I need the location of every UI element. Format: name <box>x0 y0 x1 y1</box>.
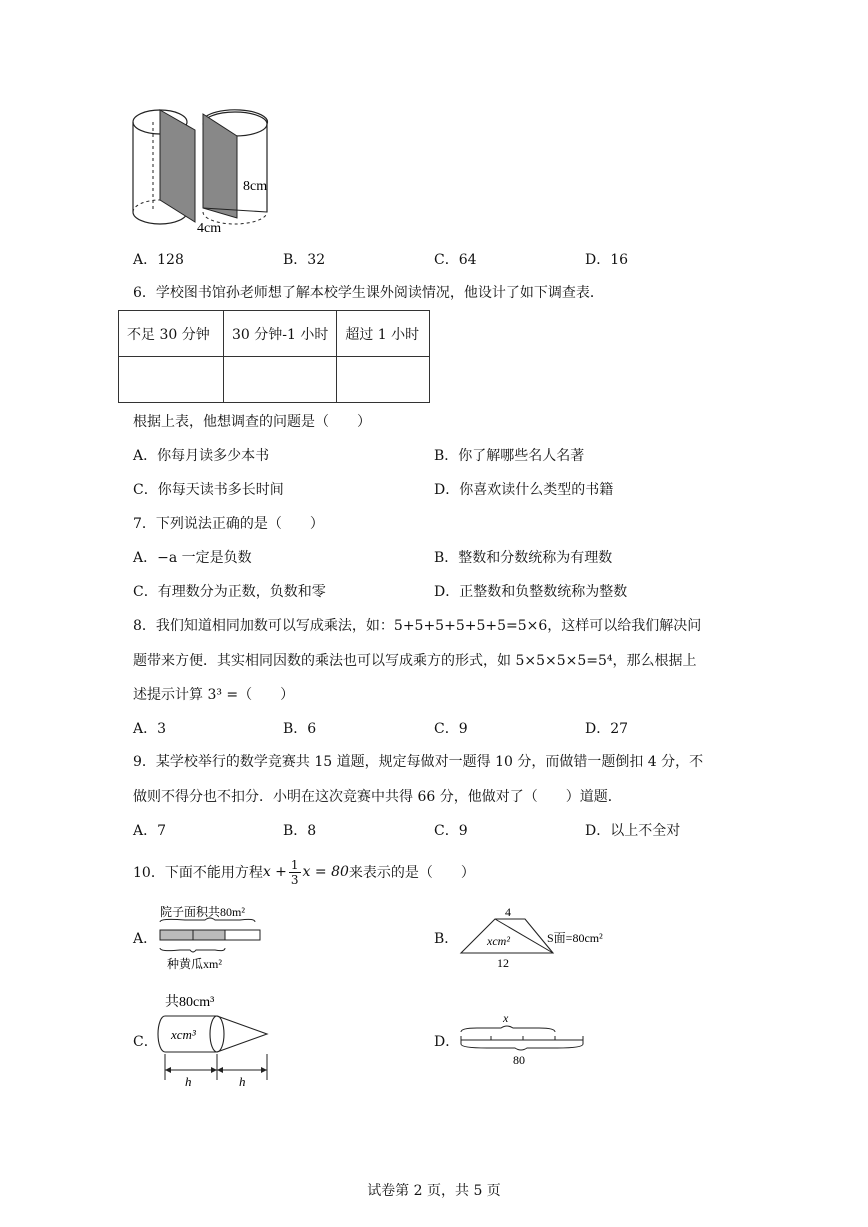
svg-text:h: h <box>185 1074 192 1089</box>
svg-text:x: x <box>503 1011 509 1025</box>
page-footer: 试卷第 2 页，共 5 页 <box>367 1183 501 1199</box>
q6-option-c[interactable]: C．你每天读书多长时间 <box>133 482 284 498</box>
q7-option-b[interactable]: B．整数和分数统称为有理数 <box>434 550 613 566</box>
q7-option-d[interactable]: D．正整数和负整数统称为整数 <box>434 584 628 600</box>
survey-header-3: 超过 1 小时 <box>337 311 430 357</box>
q8-line-1: 8．我们知道相同加数可以写成乘法，如：5+5+5+5+5+5=5×6，这样可以给我们解决问 <box>133 618 702 634</box>
q8-line-2: 题带来方便．其实相同因数的乘法也可以写成乘方的形式，如 5×5×5×5=5⁴，那么根据上 <box>133 653 697 669</box>
q10-option-b-diagram <box>455 905 625 970</box>
svg-text:h: h <box>239 1074 246 1089</box>
survey-header-1: 不足 30 分钟 <box>119 311 224 357</box>
q10-option-c-diagram <box>155 990 280 1090</box>
q6-option-a[interactable]: A．你每月读多少本书 <box>133 448 270 464</box>
q8-option-d[interactable]: D．27 <box>585 721 629 737</box>
svg-text:种黄瓜xm²: 种黄瓜xm² <box>167 957 222 971</box>
q9-option-b[interactable]: B．8 <box>283 823 317 839</box>
survey-table <box>118 310 430 403</box>
q8-option-c[interactable]: C．9 <box>434 721 468 737</box>
svg-text:80: 80 <box>513 1053 525 1067</box>
q6-option-d[interactable]: D．你喜欢读什么类型的书籍 <box>434 482 614 498</box>
q7-stem: 7．下列说法正确的是（ ） <box>133 516 324 532</box>
cylinder-cut-figure <box>125 100 285 240</box>
q6-follow: 根据上表，他想调查的问题是（ ） <box>133 414 371 430</box>
q9-line-2: 做则不得分也不扣分．小明在这次竞赛中共得 66 分，他做对了（ ）道题． <box>133 789 622 805</box>
q9-option-a[interactable]: A．7 <box>133 823 167 839</box>
svg-text:xcm³: xcm³ <box>171 1027 196 1042</box>
svg-text:12: 12 <box>497 956 509 970</box>
svg-text:S面=80cm²: S面=80cm² <box>547 931 603 945</box>
q8-line-3: 述提示计算 3³ =（ ） <box>133 687 295 703</box>
survey-header-2: 30 分钟-1 小时 <box>224 311 337 357</box>
q10-option-d-diagram <box>457 1010 587 1068</box>
q10-stem: 10．下面不能用方程 x + $\frac{1}{3}$ x = 80 来表示的是（ ） <box>133 857 475 887</box>
q10-option-c-label[interactable]: C． <box>133 1034 158 1050</box>
q9-option-d[interactable]: D．以上不全对 <box>585 823 681 839</box>
fraction: $\frac{1}{3}$ <box>290 857 299 887</box>
q10-option-a-label[interactable]: A． <box>133 931 158 947</box>
q5-option-a[interactable]: A．128 <box>133 252 184 268</box>
q10-option-a-diagram <box>155 902 265 972</box>
diameter-label: 4cm <box>197 221 222 236</box>
svg-text:xcm²: xcm² <box>487 934 510 948</box>
q10-option-d-label[interactable]: D． <box>434 1034 460 1050</box>
q9-line-1: 9．某学校举行的数学竞赛共 15 道题，规定每做对一题得 10 分，而做错一题倒扣 4 分，不 <box>133 754 704 770</box>
survey-cell-2 <box>224 357 337 403</box>
q6-stem: 6．学校图书馆孙老师想了解本校学生课外阅读情况，他设计了如下调查表． <box>133 285 604 301</box>
svg-text:院子面积共80m²: 院子面积共80m² <box>160 905 245 919</box>
q5-option-c[interactable]: C．64 <box>434 252 477 268</box>
q7-option-c[interactable]: C．有理数分为正数，负数和零 <box>133 584 326 600</box>
height-label: 8cm <box>243 179 268 194</box>
survey-cell-1 <box>119 357 224 403</box>
q7-option-a[interactable]: A．−a 一定是负数 <box>133 550 252 566</box>
q10-option-b-label[interactable]: B． <box>434 931 459 947</box>
svg-text:4: 4 <box>505 905 511 919</box>
survey-cell-3 <box>337 357 430 403</box>
q6-option-b[interactable]: B．你了解哪些名人名著 <box>434 448 585 464</box>
q5-option-b[interactable]: B．32 <box>283 252 326 268</box>
svg-text:共80cm³: 共80cm³ <box>165 995 215 1010</box>
q8-option-a[interactable]: A．3 <box>133 721 167 737</box>
q5-option-d[interactable]: D．16 <box>585 252 629 268</box>
q8-option-b[interactable]: B．6 <box>283 721 317 737</box>
q9-option-c[interactable]: C．9 <box>434 823 468 839</box>
